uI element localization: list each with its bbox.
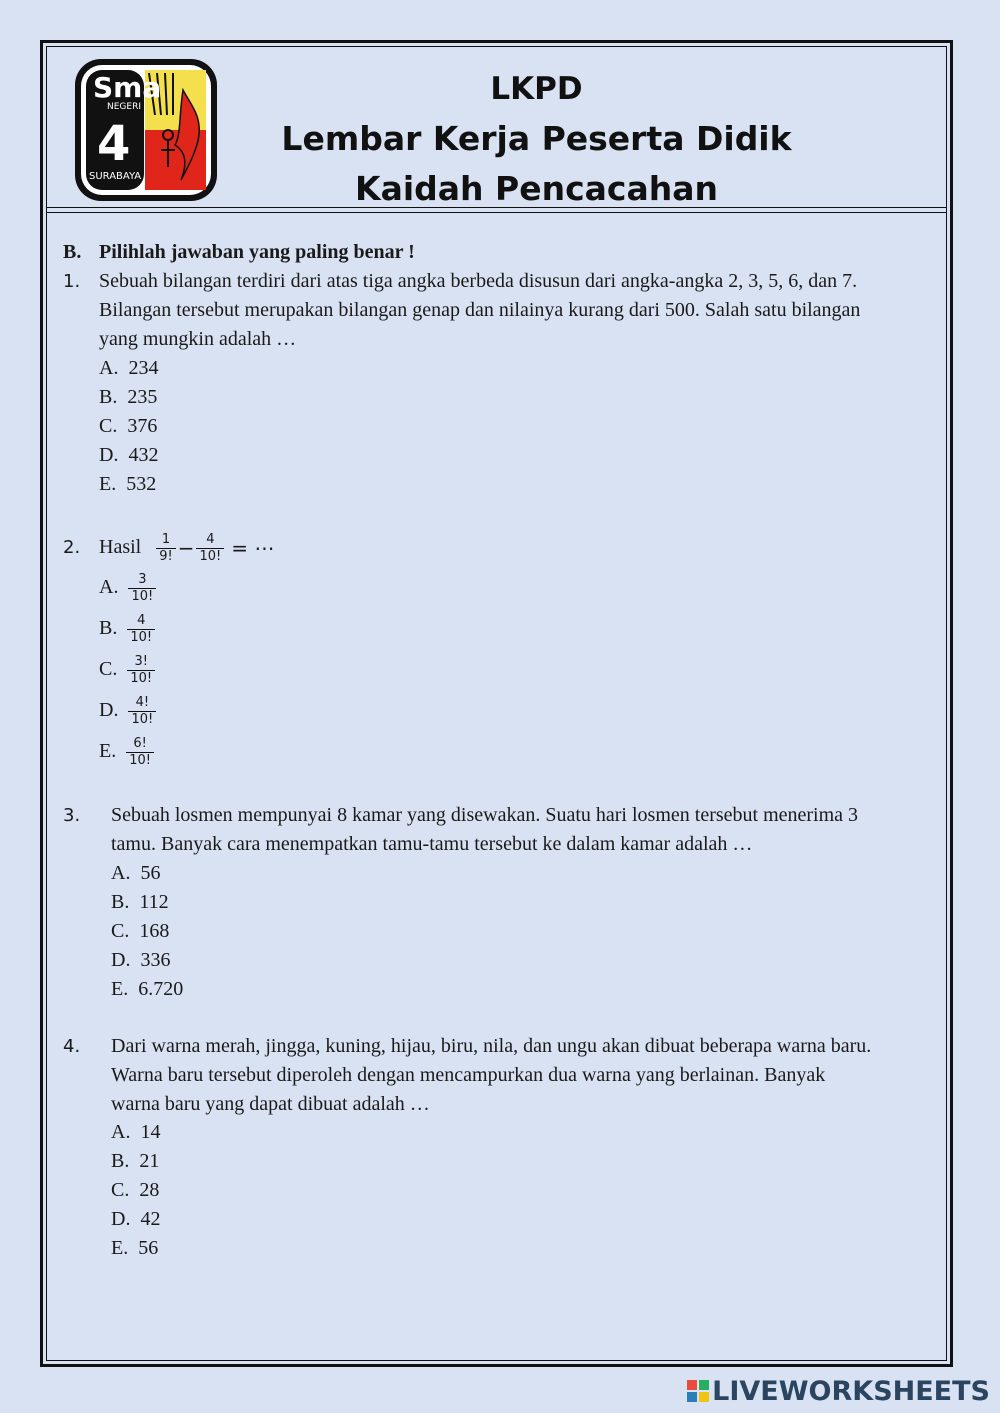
option-letter: D. <box>99 444 119 466</box>
logo-number: 4 <box>97 116 131 172</box>
frac-numerator: 4 <box>196 532 224 549</box>
option-letter: C. <box>99 658 118 680</box>
option-value: 168 <box>139 920 170 942</box>
option-value: 21 <box>139 1150 160 1172</box>
option-fraction <box>128 572 156 605</box>
question-1-line-1: Sebuah bilangan terdiri dari atas tiga angka berbeda disusun dari angka-angka 2, 3, 5, 6, dan 7. <box>99 270 858 292</box>
option-value: 376 <box>127 415 158 437</box>
worksheet-inner-border <box>46 46 947 1361</box>
frac-denominator: 10! <box>131 588 154 604</box>
question-4-line-3: warna baru yang dapat dibuat adalah … <box>111 1093 430 1115</box>
frac-denominator: 10! <box>130 629 153 645</box>
question-4-number: 4. <box>63 1036 81 1057</box>
question-1-option-c[interactable] <box>99 412 157 441</box>
option-letter: A. <box>111 862 131 884</box>
title-topic: Kaidah Pencacahan <box>355 169 718 208</box>
frac-numerator: 1 <box>156 532 175 549</box>
question-1-line-3: yang mungkin adalah … <box>99 328 297 350</box>
school-logo <box>71 55 221 205</box>
option-fraction <box>126 736 154 769</box>
question-3-option-b[interactable] <box>111 888 169 917</box>
section-instruction: Pilihlah jawaban yang paling benar ! <box>99 241 415 263</box>
option-value: 28 <box>139 1179 160 1201</box>
liveworksheets-logo-icon <box>687 1380 709 1402</box>
question-4-option-b[interactable] <box>111 1147 159 1176</box>
question-1-option-a[interactable] <box>99 354 158 383</box>
question-2-option-a[interactable] <box>99 567 156 607</box>
option-letter: A. <box>111 1121 131 1143</box>
option-letter: C. <box>99 415 118 437</box>
question-2-option-b[interactable] <box>99 608 155 648</box>
frac-denominator: 10! <box>130 670 153 686</box>
question-2-number: 2. <box>63 537 81 558</box>
option-letter: E. <box>99 740 117 762</box>
frac-numerator: 4! <box>128 695 156 712</box>
question-4-option-a[interactable] <box>111 1118 160 1147</box>
option-letter: B. <box>99 617 118 639</box>
question-1-option-d[interactable] <box>99 441 158 470</box>
question-4-option-e[interactable] <box>111 1234 158 1263</box>
option-fraction <box>128 695 156 728</box>
option-letter: B. <box>99 386 118 408</box>
question-1-option-b[interactable] <box>99 383 157 412</box>
option-letter: E. <box>111 1237 129 1259</box>
option-value: 432 <box>128 444 159 466</box>
option-value: 234 <box>128 357 159 379</box>
question-3-line-1: Sebuah losmen mempunyai 8 kamar yang disewakan. Suatu hari losmen tersebut menerima 3 <box>111 804 859 826</box>
frac-denominator: 9! <box>159 548 173 564</box>
logo-sma-text: Sma <box>93 71 162 104</box>
equals-ellipsis: = ⋯ <box>231 536 275 561</box>
frac-denominator: 10! <box>129 752 151 768</box>
title-lkpd: LKPD <box>490 71 583 107</box>
option-letter: B. <box>111 1150 130 1172</box>
option-value: 336 <box>140 949 171 971</box>
option-value: 532 <box>126 473 157 495</box>
frac-numerator: 3 <box>128 572 156 589</box>
logo-negeri-text: NEGERI <box>107 102 141 112</box>
question-3-option-c[interactable] <box>111 917 169 946</box>
question-4-line-1: Dari warna merah, jingga, kuning, hijau, biru, nila, dan ungu akan dibuat beberapa warna baru. <box>111 1035 872 1057</box>
option-letter: A. <box>99 576 119 598</box>
question-2-option-e[interactable] <box>99 731 154 771</box>
fraction-4-over-10 <box>196 532 224 565</box>
option-letter: A. <box>99 357 119 379</box>
question-2-option-d[interactable] <box>99 690 156 730</box>
option-letter: D. <box>99 699 119 721</box>
question-3-option-a[interactable] <box>111 859 160 888</box>
worksheet-page <box>40 40 953 1367</box>
option-letter: E. <box>99 473 117 495</box>
question-3-option-d[interactable] <box>111 946 170 975</box>
frac-denominator: 10! <box>199 548 222 564</box>
option-value: 112 <box>139 891 169 913</box>
question-3-number: 3. <box>63 805 81 826</box>
minus-sign: − <box>177 536 195 561</box>
watermark-text: LIVEWORKSHEETS <box>712 1376 990 1407</box>
option-letter: C. <box>111 1179 130 1201</box>
question-3-line-2: tamu. Banyak cara menempatkan tamu-tamu tersebut ke dalam kamar adalah … <box>111 833 753 855</box>
question-4-option-c[interactable] <box>111 1176 159 1205</box>
option-letter: D. <box>111 949 131 971</box>
question-3-option-e[interactable] <box>111 975 183 1004</box>
frac-numerator: 4 <box>127 613 155 630</box>
option-value: 14 <box>140 1121 161 1143</box>
option-fraction <box>127 613 155 646</box>
option-value: 235 <box>127 386 158 408</box>
liveworksheets-watermark[interactable] <box>687 1376 990 1407</box>
question-2-option-c[interactable] <box>99 649 155 689</box>
option-letter: C. <box>111 920 130 942</box>
question-1-option-e[interactable] <box>99 470 156 499</box>
fraction-1-over-9 <box>156 532 175 565</box>
question-1-number: 1. <box>63 271 81 292</box>
header-divider <box>47 212 946 213</box>
option-value: 6.720 <box>138 978 184 1000</box>
title-lembar-kerja: Lembar Kerja Peserta Didik <box>281 119 792 158</box>
question-2-prefix: Hasil <box>99 536 142 558</box>
option-letter: B. <box>111 891 130 913</box>
section-letter: B. <box>63 241 82 263</box>
frac-numerator: 3! <box>127 654 155 671</box>
question-4-line-2: Warna baru tersebut diperoleh dengan mencampurkan dua warna yang berlainan. Banyak <box>111 1064 826 1086</box>
option-letter: E. <box>111 978 129 1000</box>
option-fraction <box>127 654 155 687</box>
frac-denominator: 10! <box>131 711 154 727</box>
question-4-option-d[interactable] <box>111 1205 160 1234</box>
question-1-line-2: Bilangan tersebut merupakan bilangan genap dan nilainya kurang dari 500. Salah satu bilangan <box>99 299 861 321</box>
option-value: 42 <box>140 1208 161 1230</box>
option-value: 56 <box>138 1237 159 1259</box>
logo-city-text: SURABAYA <box>89 171 142 182</box>
option-letter: D. <box>111 1208 131 1230</box>
frac-numerator: 6! <box>126 736 154 753</box>
worksheet-header <box>47 47 946 208</box>
option-value: 56 <box>140 862 161 884</box>
